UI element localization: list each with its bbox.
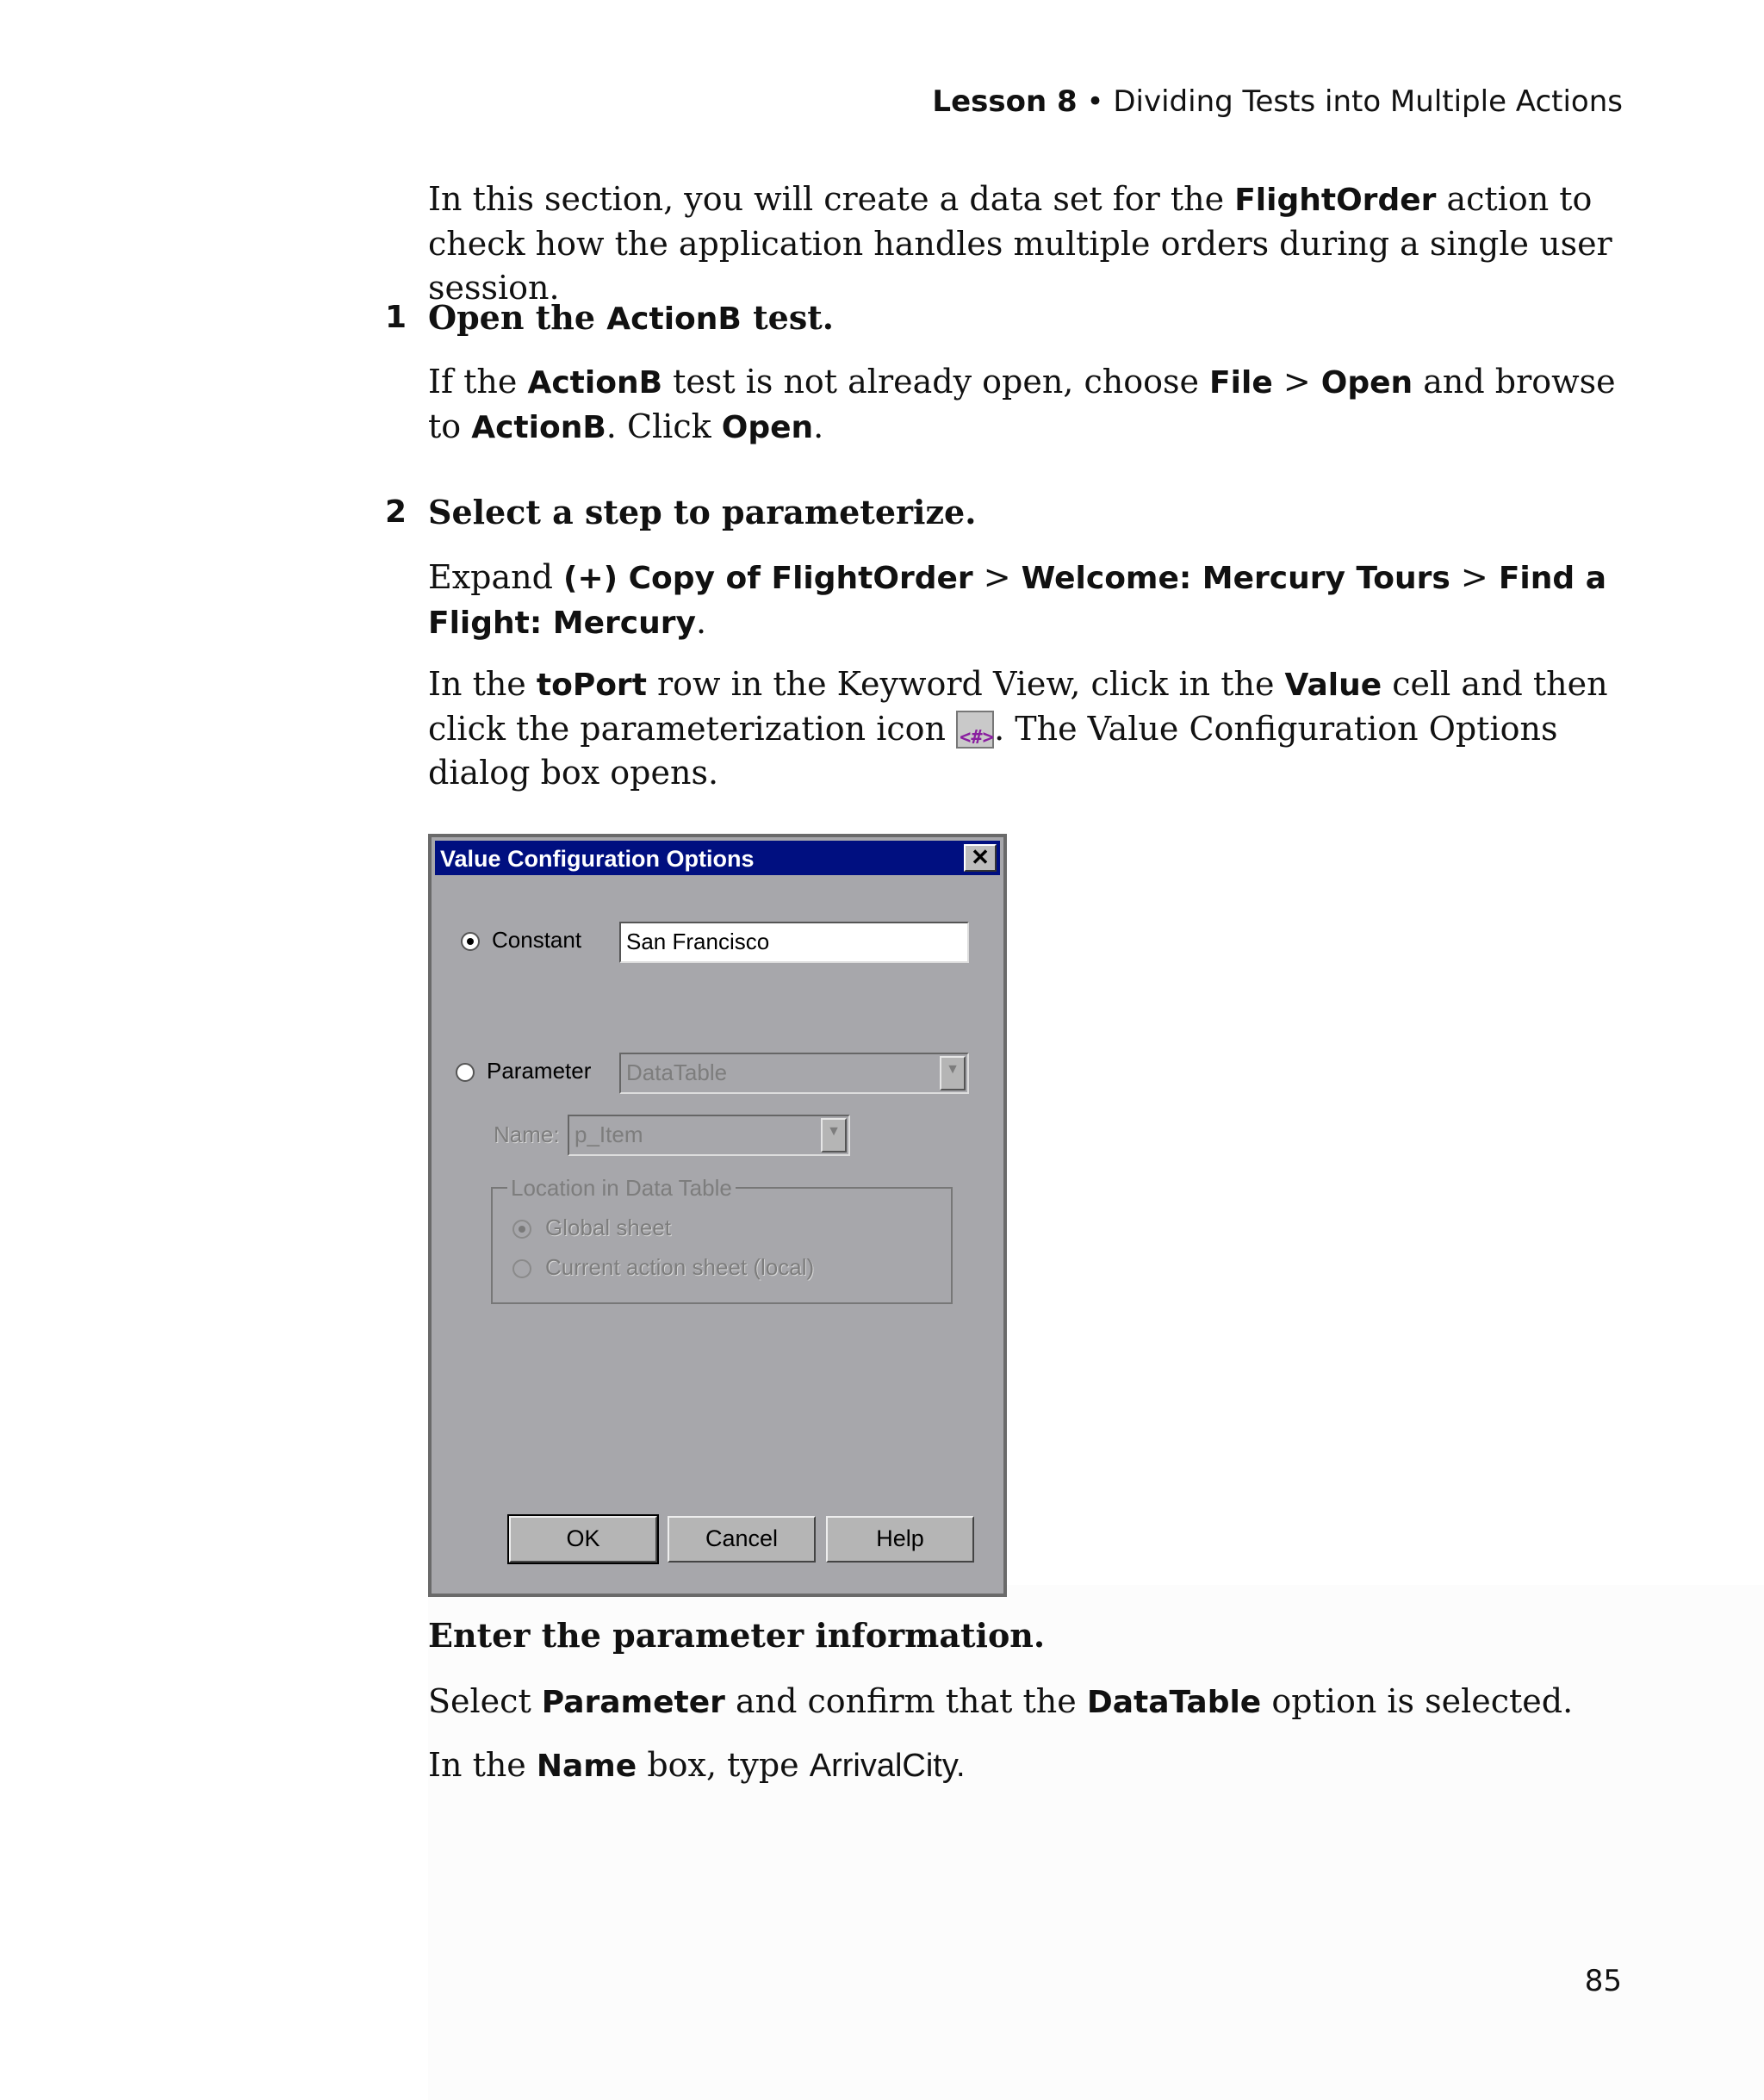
- step-1-title-pre: Open the: [428, 298, 607, 337]
- page-number: 85: [1584, 1964, 1622, 1998]
- global-sheet-radio[interactable]: [512, 1220, 531, 1239]
- dialog-titlebar: [435, 841, 1000, 875]
- name-label: Name:: [494, 1121, 560, 1147]
- parameterization-icon-glyph: <#>: [960, 727, 994, 749]
- step-1-paragraph: [428, 360, 1625, 450]
- text: >: [1450, 558, 1499, 596]
- text: option is selected.: [1261, 1682, 1574, 1720]
- parameter-label: Parameter: [487, 1058, 592, 1084]
- bold-text: DataTable: [1086, 1685, 1262, 1720]
- name-value: p_Item: [575, 1121, 643, 1147]
- text: and browse to: [428, 363, 1616, 445]
- step-3-paragraph-2: [428, 1743, 1625, 1788]
- current-sheet-label: Current action sheet (local): [545, 1254, 815, 1280]
- step-2-number: 2: [385, 494, 407, 530]
- text: Expand: [428, 558, 564, 596]
- bold-text: Parameter: [541, 1685, 725, 1720]
- step-2-title: Select a step to parameterize.: [428, 493, 977, 531]
- text: In the: [428, 1746, 537, 1784]
- bold-text: Value: [1284, 668, 1382, 703]
- parameter-radio[interactable]: [456, 1063, 475, 1082]
- bold-text: Find a Flight: Mercury: [428, 561, 1606, 641]
- header-lesson: Lesson 8: [932, 84, 1078, 119]
- step-1-title-post: test.: [741, 298, 834, 337]
- bold-text: Name: [536, 1749, 637, 1784]
- location-legend: Location in Data Table: [507, 1175, 736, 1202]
- text: box, type: [637, 1746, 810, 1784]
- bold-text: Open: [721, 410, 814, 445]
- page-background-tint: [428, 1585, 1764, 2100]
- step-1-title: [428, 298, 834, 337]
- constant-label: Constant: [492, 927, 582, 953]
- text: >: [972, 558, 1022, 596]
- text: . The Value Configuration Options dialog box opens.: [428, 710, 1558, 792]
- close-button[interactable]: ✕: [964, 844, 997, 872]
- ok-button[interactable]: OK: [509, 1516, 657, 1563]
- text: . Click: [606, 407, 722, 445]
- step-2-paragraph-2: [428, 662, 1625, 795]
- value-configuration-dialog: [428, 834, 1007, 1597]
- intro-text-end: action to check how the application handles multiple orders during a single user session.: [428, 180, 1612, 307]
- header-bullet: •: [1086, 84, 1104, 119]
- chevron-down-icon[interactable]: ▼: [821, 1118, 847, 1153]
- dialog-title: Value Configuration Options: [440, 846, 755, 872]
- help-button[interactable]: Help: [826, 1516, 974, 1563]
- text: .: [813, 407, 824, 445]
- running-header: [932, 84, 1623, 119]
- step-1-number: 1: [385, 300, 407, 335]
- location-groupbox: [491, 1187, 953, 1304]
- text: >: [1272, 363, 1321, 401]
- header-title: Dividing Tests into Multiple Actions: [1113, 84, 1623, 119]
- step-3-title: Enter the parameter information.: [428, 1616, 1046, 1655]
- bold-text: (+) Copy of FlightOrder: [563, 561, 973, 596]
- bold-text: toPort: [536, 668, 647, 703]
- intro-paragraph: [428, 177, 1625, 310]
- text: .: [696, 603, 707, 641]
- text: test is not already open, choose: [662, 363, 1210, 401]
- constant-value-input[interactable]: San Francisco: [619, 922, 969, 963]
- bold-text: ActionB: [527, 365, 663, 401]
- parameterization-icon: [956, 711, 994, 749]
- bold-text: ActionB: [471, 410, 606, 445]
- cancel-button[interactable]: Cancel: [668, 1516, 816, 1563]
- chevron-down-icon[interactable]: ▼: [940, 1056, 966, 1090]
- parameter-type-dropdown[interactable]: [619, 1053, 969, 1094]
- current-sheet-radio[interactable]: [512, 1259, 531, 1278]
- bold-text: File: [1209, 365, 1273, 401]
- text: If the: [428, 363, 528, 401]
- bold-text: Welcome: Mercury Tours: [1021, 561, 1450, 596]
- step-3-paragraph-1: [428, 1680, 1625, 1724]
- step-2-paragraph-1: [428, 556, 1625, 645]
- intro-text: In this section, you will create a data set for the: [428, 180, 1235, 218]
- text: row in the Keyword View, click in the: [646, 665, 1285, 703]
- text: cell and then click the parameterization icon: [428, 665, 1608, 748]
- bold-text: Open: [1320, 365, 1413, 401]
- global-sheet-label: Global sheet: [545, 1215, 671, 1240]
- intro-bold: FlightOrder: [1234, 183, 1437, 218]
- typed-value: ArrivalCity.: [809, 1748, 966, 1784]
- step-1-title-bold: ActionB: [606, 301, 742, 337]
- name-dropdown[interactable]: [568, 1115, 850, 1156]
- text: Select: [428, 1682, 542, 1720]
- text: In the: [428, 665, 537, 703]
- text: and confirm that the: [724, 1682, 1087, 1720]
- parameter-type-value: DataTable: [626, 1059, 728, 1085]
- constant-radio[interactable]: [461, 932, 480, 951]
